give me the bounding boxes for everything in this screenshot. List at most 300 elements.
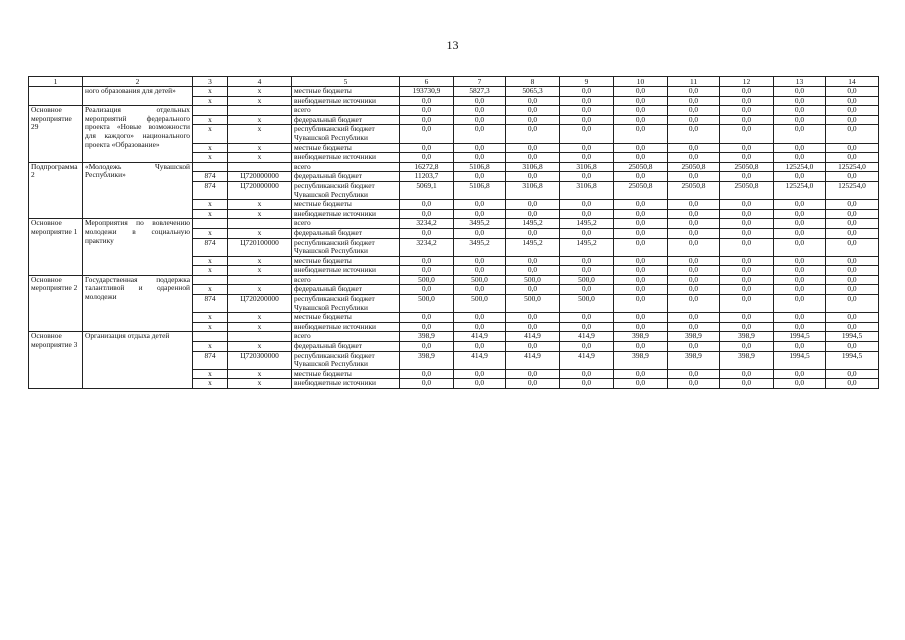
value-cell: 0,0: [720, 228, 774, 238]
value-cell: 0,0: [400, 125, 454, 143]
program-title-cell: Организация отдыха детей: [83, 332, 193, 389]
value-cell: 500,0: [560, 275, 614, 285]
value-cell: 0,0: [454, 379, 506, 389]
value-cell: 414,9: [454, 332, 506, 342]
funding-source-cell: местные бюджеты: [292, 256, 400, 266]
budget-class-code-cell: х: [228, 379, 292, 389]
value-cell: 0,0: [826, 238, 879, 256]
value-cell: 0,0: [454, 369, 506, 379]
value-cell: 0,0: [826, 219, 879, 229]
budget-class-code-cell: [228, 332, 292, 342]
value-cell: 0,0: [826, 313, 879, 323]
value-cell: 0,0: [774, 275, 826, 285]
column-number-cell: 14: [826, 77, 879, 87]
value-cell: 193730,9: [400, 87, 454, 97]
budget-class-code-cell: х: [228, 96, 292, 106]
value-cell: 414,9: [506, 332, 560, 342]
value-cell: 398,9: [668, 332, 720, 342]
value-cell: 0,0: [614, 172, 668, 182]
value-cell: 0,0: [506, 172, 560, 182]
column-number-cell: 9: [560, 77, 614, 87]
column-number-cell: 11: [668, 77, 720, 87]
value-cell: 500,0: [400, 295, 454, 313]
value-cell: 0,0: [826, 96, 879, 106]
value-cell: 0,0: [614, 125, 668, 143]
value-cell: 0,0: [826, 322, 879, 332]
value-cell: 0,0: [400, 342, 454, 352]
budget-class-code-cell: х: [228, 125, 292, 143]
column-number-cell: 8: [506, 77, 560, 87]
value-cell: 0,0: [720, 106, 774, 116]
value-cell: 1994,5: [774, 332, 826, 342]
value-cell: 0,0: [400, 143, 454, 153]
value-cell: 0,0: [506, 313, 560, 323]
value-cell: 0,0: [506, 153, 560, 163]
value-cell: 0,0: [774, 172, 826, 182]
grbs-code-cell: [193, 332, 228, 342]
value-cell: 0,0: [506, 115, 560, 125]
value-cell: 0,0: [614, 342, 668, 352]
value-cell: 25050,8: [668, 181, 720, 199]
value-cell: 0,0: [668, 209, 720, 219]
grbs-code-cell: х: [193, 285, 228, 295]
funding-source-cell: республиканский бюджет Чувашской Республики: [292, 295, 400, 313]
value-cell: 398,9: [400, 332, 454, 342]
grbs-code-cell: х: [193, 153, 228, 163]
value-cell: 0,0: [720, 238, 774, 256]
table-row: [29, 219, 879, 229]
value-cell: 11203,7: [400, 172, 454, 182]
grbs-code-cell: х: [193, 379, 228, 389]
value-cell: 0,0: [774, 256, 826, 266]
budget-class-code-cell: х: [228, 200, 292, 210]
grbs-code-cell: 874: [193, 181, 228, 199]
grbs-code-cell: х: [193, 322, 228, 332]
value-cell: 0,0: [826, 172, 879, 182]
value-cell: 0,0: [774, 228, 826, 238]
value-cell: 0,0: [668, 295, 720, 313]
value-cell: 500,0: [454, 275, 506, 285]
value-cell: 0,0: [560, 313, 614, 323]
value-cell: 0,0: [454, 143, 506, 153]
value-cell: 0,0: [614, 87, 668, 97]
value-cell: 0,0: [560, 322, 614, 332]
value-cell: 0,0: [614, 369, 668, 379]
grbs-code-cell: х: [193, 200, 228, 210]
value-cell: 0,0: [506, 96, 560, 106]
value-cell: 0,0: [560, 153, 614, 163]
value-cell: 0,0: [614, 200, 668, 210]
value-cell: 0,0: [614, 209, 668, 219]
value-cell: 0,0: [560, 342, 614, 352]
value-cell: 0,0: [774, 106, 826, 116]
table-row: [29, 162, 879, 172]
value-cell: 0,0: [774, 115, 826, 125]
value-cell: 16272,8: [400, 162, 454, 172]
budget-class-code-cell: [228, 219, 292, 229]
value-cell: 0,0: [614, 313, 668, 323]
value-cell: 0,0: [506, 228, 560, 238]
value-cell: 0,0: [668, 285, 720, 295]
value-cell: 0,0: [454, 313, 506, 323]
value-cell: 0,0: [720, 379, 774, 389]
value-cell: 3106,8: [506, 162, 560, 172]
value-cell: 0,0: [400, 96, 454, 106]
value-cell: 0,0: [668, 313, 720, 323]
grbs-code-cell: 874: [193, 172, 228, 182]
grbs-code-cell: х: [193, 87, 228, 97]
budget-class-code-cell: х: [228, 342, 292, 352]
value-cell: 0,0: [668, 342, 720, 352]
value-cell: 0,0: [826, 285, 879, 295]
value-cell: 398,9: [400, 351, 454, 369]
value-cell: 0,0: [720, 322, 774, 332]
budget-class-code-cell: х: [228, 322, 292, 332]
funding-source-cell: всего: [292, 162, 400, 172]
budget-class-code-cell: х: [228, 256, 292, 266]
value-cell: 0,0: [506, 285, 560, 295]
value-cell: 0,0: [454, 256, 506, 266]
value-cell: 0,0: [454, 285, 506, 295]
value-cell: 25050,8: [614, 181, 668, 199]
value-cell: 0,0: [400, 285, 454, 295]
value-cell: 1495,2: [506, 238, 560, 256]
program-label-cell: Основное мероприятие 1: [29, 219, 83, 276]
value-cell: 0,0: [400, 209, 454, 219]
value-cell: 0,0: [826, 209, 879, 219]
value-cell: 0,0: [720, 153, 774, 163]
value-cell: 0,0: [720, 143, 774, 153]
value-cell: 0,0: [400, 115, 454, 125]
value-cell: 0,0: [668, 153, 720, 163]
funding-source-cell: внебюджетные источники: [292, 266, 400, 276]
value-cell: 0,0: [560, 96, 614, 106]
program-label-cell: Основное мероприятие 3: [29, 332, 83, 389]
value-cell: 0,0: [454, 106, 506, 116]
grbs-code-cell: х: [193, 369, 228, 379]
value-cell: 0,0: [668, 143, 720, 153]
value-cell: 0,0: [774, 369, 826, 379]
grbs-code-cell: х: [193, 125, 228, 143]
value-cell: 0,0: [668, 379, 720, 389]
value-cell: 500,0: [400, 275, 454, 285]
value-cell: 125254,0: [826, 162, 879, 172]
value-cell: 398,9: [720, 351, 774, 369]
value-cell: 0,0: [720, 87, 774, 97]
value-cell: 0,0: [560, 106, 614, 116]
funding-source-cell: республиканский бюджет Чувашской Республики: [292, 125, 400, 143]
value-cell: 0,0: [614, 153, 668, 163]
value-cell: 0,0: [668, 125, 720, 143]
column-number-cell: 13: [774, 77, 826, 87]
value-cell: 0,0: [774, 379, 826, 389]
budget-class-code-cell: [228, 275, 292, 285]
budget-class-code-cell: х: [228, 143, 292, 153]
program-title-cell: Реализация отдельных мероприятий федерального проекта «Новые возможности для каждого» национального проекта «Образование»: [83, 106, 193, 163]
value-cell: 0,0: [454, 322, 506, 332]
column-number-cell: 10: [614, 77, 668, 87]
funding-source-cell: внебюджетные источники: [292, 379, 400, 389]
value-cell: 0,0: [720, 96, 774, 106]
budget-class-code-cell: х: [228, 266, 292, 276]
value-cell: 0,0: [560, 285, 614, 295]
budget-class-code-cell: Ц720300000: [228, 351, 292, 369]
value-cell: 1994,5: [774, 351, 826, 369]
value-cell: 0,0: [400, 106, 454, 116]
grbs-code-cell: х: [193, 96, 228, 106]
value-cell: 0,0: [826, 342, 879, 352]
value-cell: 0,0: [668, 322, 720, 332]
value-cell: 0,0: [668, 172, 720, 182]
value-cell: 0,0: [506, 379, 560, 389]
value-cell: 414,9: [506, 351, 560, 369]
value-cell: 500,0: [560, 295, 614, 313]
value-cell: 0,0: [454, 266, 506, 276]
value-cell: 0,0: [400, 256, 454, 266]
value-cell: 0,0: [400, 313, 454, 323]
grbs-code-cell: х: [193, 313, 228, 323]
value-cell: 0,0: [826, 379, 879, 389]
value-cell: 0,0: [668, 266, 720, 276]
value-cell: 0,0: [614, 295, 668, 313]
value-cell: 1495,2: [506, 219, 560, 229]
funding-source-cell: республиканский бюджет Чувашской Республики: [292, 351, 400, 369]
funding-source-cell: всего: [292, 332, 400, 342]
value-cell: 0,0: [506, 266, 560, 276]
value-cell: 0,0: [614, 228, 668, 238]
budget-class-code-cell: Ц720000000: [228, 181, 292, 199]
value-cell: 0,0: [774, 322, 826, 332]
value-cell: 0,0: [506, 322, 560, 332]
budget-class-code-cell: х: [228, 228, 292, 238]
value-cell: 1495,2: [560, 238, 614, 256]
grbs-code-cell: 874: [193, 238, 228, 256]
column-number-cell: 3: [193, 77, 228, 87]
value-cell: 0,0: [614, 285, 668, 295]
value-cell: 0,0: [560, 228, 614, 238]
value-cell: 0,0: [826, 87, 879, 97]
value-cell: 3106,8: [560, 181, 614, 199]
value-cell: 0,0: [454, 209, 506, 219]
column-number-cell: 5: [292, 77, 400, 87]
value-cell: 3234,2: [400, 219, 454, 229]
budget-class-code-cell: х: [228, 285, 292, 295]
value-cell: 0,0: [614, 322, 668, 332]
value-cell: 0,0: [560, 256, 614, 266]
budget-class-code-cell: Ц720100000: [228, 238, 292, 256]
value-cell: 5106,8: [454, 181, 506, 199]
budget-class-code-cell: [228, 106, 292, 116]
value-cell: 0,0: [668, 87, 720, 97]
value-cell: 0,0: [454, 115, 506, 125]
value-cell: 0,0: [454, 125, 506, 143]
value-cell: 3495,2: [454, 238, 506, 256]
funding-source-cell: местные бюджеты: [292, 87, 400, 97]
value-cell: 0,0: [614, 238, 668, 256]
value-cell: 0,0: [720, 172, 774, 182]
grbs-code-cell: 874: [193, 351, 228, 369]
value-cell: 0,0: [774, 342, 826, 352]
column-number-cell: 6: [400, 77, 454, 87]
value-cell: 0,0: [454, 172, 506, 182]
value-cell: 0,0: [614, 143, 668, 153]
table-body: [29, 77, 879, 389]
value-cell: 0,0: [560, 266, 614, 276]
value-cell: 414,9: [454, 351, 506, 369]
funding-source-cell: местные бюджеты: [292, 143, 400, 153]
funding-source-cell: местные бюджеты: [292, 369, 400, 379]
funding-source-cell: внебюджетные источники: [292, 153, 400, 163]
column-number-cell: 12: [720, 77, 774, 87]
value-cell: 5106,8: [454, 162, 506, 172]
value-cell: 0,0: [774, 313, 826, 323]
funding-source-cell: федеральный бюджет: [292, 285, 400, 295]
value-cell: 0,0: [668, 219, 720, 229]
budget-class-code-cell: х: [228, 87, 292, 97]
value-cell: 5069,1: [400, 181, 454, 199]
program-title-cell: ного образования для детей»: [83, 87, 193, 106]
value-cell: 0,0: [826, 228, 879, 238]
funding-source-cell: внебюджетные источники: [292, 209, 400, 219]
funding-source-cell: федеральный бюджет: [292, 228, 400, 238]
value-cell: 0,0: [400, 266, 454, 276]
funding-source-cell: федеральный бюджет: [292, 342, 400, 352]
grbs-code-cell: х: [193, 266, 228, 276]
table-row: [29, 106, 879, 116]
value-cell: 398,9: [668, 351, 720, 369]
value-cell: 0,0: [826, 256, 879, 266]
value-cell: 0,0: [400, 153, 454, 163]
grbs-code-cell: 874: [193, 295, 228, 313]
grbs-code-cell: х: [193, 342, 228, 352]
value-cell: 25050,8: [614, 162, 668, 172]
budget-table: [28, 76, 879, 389]
value-cell: 0,0: [720, 342, 774, 352]
value-cell: 0,0: [560, 379, 614, 389]
value-cell: 0,0: [668, 369, 720, 379]
value-cell: 414,9: [560, 332, 614, 342]
value-cell: 0,0: [400, 322, 454, 332]
value-cell: 0,0: [826, 275, 879, 285]
funding-source-cell: местные бюджеты: [292, 313, 400, 323]
value-cell: 0,0: [720, 313, 774, 323]
funding-source-cell: всего: [292, 106, 400, 116]
grbs-code-cell: х: [193, 228, 228, 238]
value-cell: 0,0: [720, 200, 774, 210]
value-cell: 0,0: [826, 295, 879, 313]
value-cell: 0,0: [506, 369, 560, 379]
value-cell: 0,0: [774, 295, 826, 313]
value-cell: 0,0: [454, 153, 506, 163]
value-cell: 1994,5: [826, 332, 879, 342]
column-number-row: [29, 77, 879, 87]
value-cell: 0,0: [454, 228, 506, 238]
value-cell: 5065,3: [506, 87, 560, 97]
value-cell: 0,0: [826, 369, 879, 379]
page-number: 13: [446, 38, 459, 52]
value-cell: 0,0: [826, 106, 879, 116]
value-cell: 0,0: [400, 379, 454, 389]
grbs-code-cell: х: [193, 115, 228, 125]
value-cell: 3234,2: [400, 238, 454, 256]
funding-source-cell: республиканский бюджет Чувашской Республики: [292, 238, 400, 256]
column-number-cell: 4: [228, 77, 292, 87]
value-cell: 125254,0: [774, 162, 826, 172]
budget-class-code-cell: х: [228, 115, 292, 125]
value-cell: 0,0: [668, 96, 720, 106]
value-cell: 0,0: [826, 125, 879, 143]
value-cell: 414,9: [560, 351, 614, 369]
value-cell: 0,0: [774, 125, 826, 143]
column-number-cell: 1: [29, 77, 83, 87]
value-cell: 1495,2: [560, 219, 614, 229]
funding-source-cell: всего: [292, 275, 400, 285]
value-cell: 0,0: [774, 96, 826, 106]
value-cell: 0,0: [720, 115, 774, 125]
table-row: [29, 87, 879, 97]
funding-source-cell: внебюджетные источники: [292, 96, 400, 106]
program-label-cell: Подпрограмма 2: [29, 162, 83, 219]
value-cell: 0,0: [668, 256, 720, 266]
value-cell: 0,0: [506, 106, 560, 116]
value-cell: 0,0: [614, 96, 668, 106]
value-cell: 0,0: [560, 87, 614, 97]
value-cell: 0,0: [614, 219, 668, 229]
value-cell: 0,0: [560, 125, 614, 143]
value-cell: 0,0: [614, 275, 668, 285]
value-cell: 0,0: [506, 200, 560, 210]
value-cell: 0,0: [614, 256, 668, 266]
grbs-code-cell: [193, 106, 228, 116]
grbs-code-cell: [193, 275, 228, 285]
grbs-code-cell: [193, 219, 228, 229]
value-cell: 0,0: [614, 115, 668, 125]
value-cell: 0,0: [774, 209, 826, 219]
value-cell: 398,9: [614, 351, 668, 369]
value-cell: 0,0: [826, 200, 879, 210]
value-cell: 0,0: [560, 209, 614, 219]
budget-class-code-cell: х: [228, 209, 292, 219]
budget-class-code-cell: Ц720000000: [228, 172, 292, 182]
value-cell: 500,0: [506, 295, 560, 313]
value-cell: 0,0: [720, 266, 774, 276]
value-cell: 0,0: [720, 275, 774, 285]
funding-source-cell: всего: [292, 219, 400, 229]
value-cell: 0,0: [774, 238, 826, 256]
grbs-code-cell: х: [193, 209, 228, 219]
value-cell: 0,0: [774, 87, 826, 97]
funding-source-cell: федеральный бюджет: [292, 172, 400, 182]
value-cell: 398,9: [614, 332, 668, 342]
value-cell: 0,0: [720, 295, 774, 313]
value-cell: 0,0: [774, 285, 826, 295]
value-cell: 0,0: [774, 200, 826, 210]
budget-class-code-cell: х: [228, 369, 292, 379]
program-title-cell: Мероприятия по вовлечению молодежи в социальную практику: [83, 219, 193, 276]
value-cell: 0,0: [668, 115, 720, 125]
value-cell: 398,9: [720, 332, 774, 342]
value-cell: 0,0: [774, 219, 826, 229]
value-cell: 500,0: [454, 295, 506, 313]
program-title-cell: «Молодежь Чувашской Республики»: [83, 162, 193, 219]
program-label-cell: [29, 87, 83, 106]
funding-source-cell: местные бюджеты: [292, 200, 400, 210]
value-cell: 0,0: [774, 266, 826, 276]
value-cell: 0,0: [668, 200, 720, 210]
value-cell: 0,0: [720, 125, 774, 143]
value-cell: 0,0: [720, 209, 774, 219]
funding-source-cell: федеральный бюджет: [292, 115, 400, 125]
